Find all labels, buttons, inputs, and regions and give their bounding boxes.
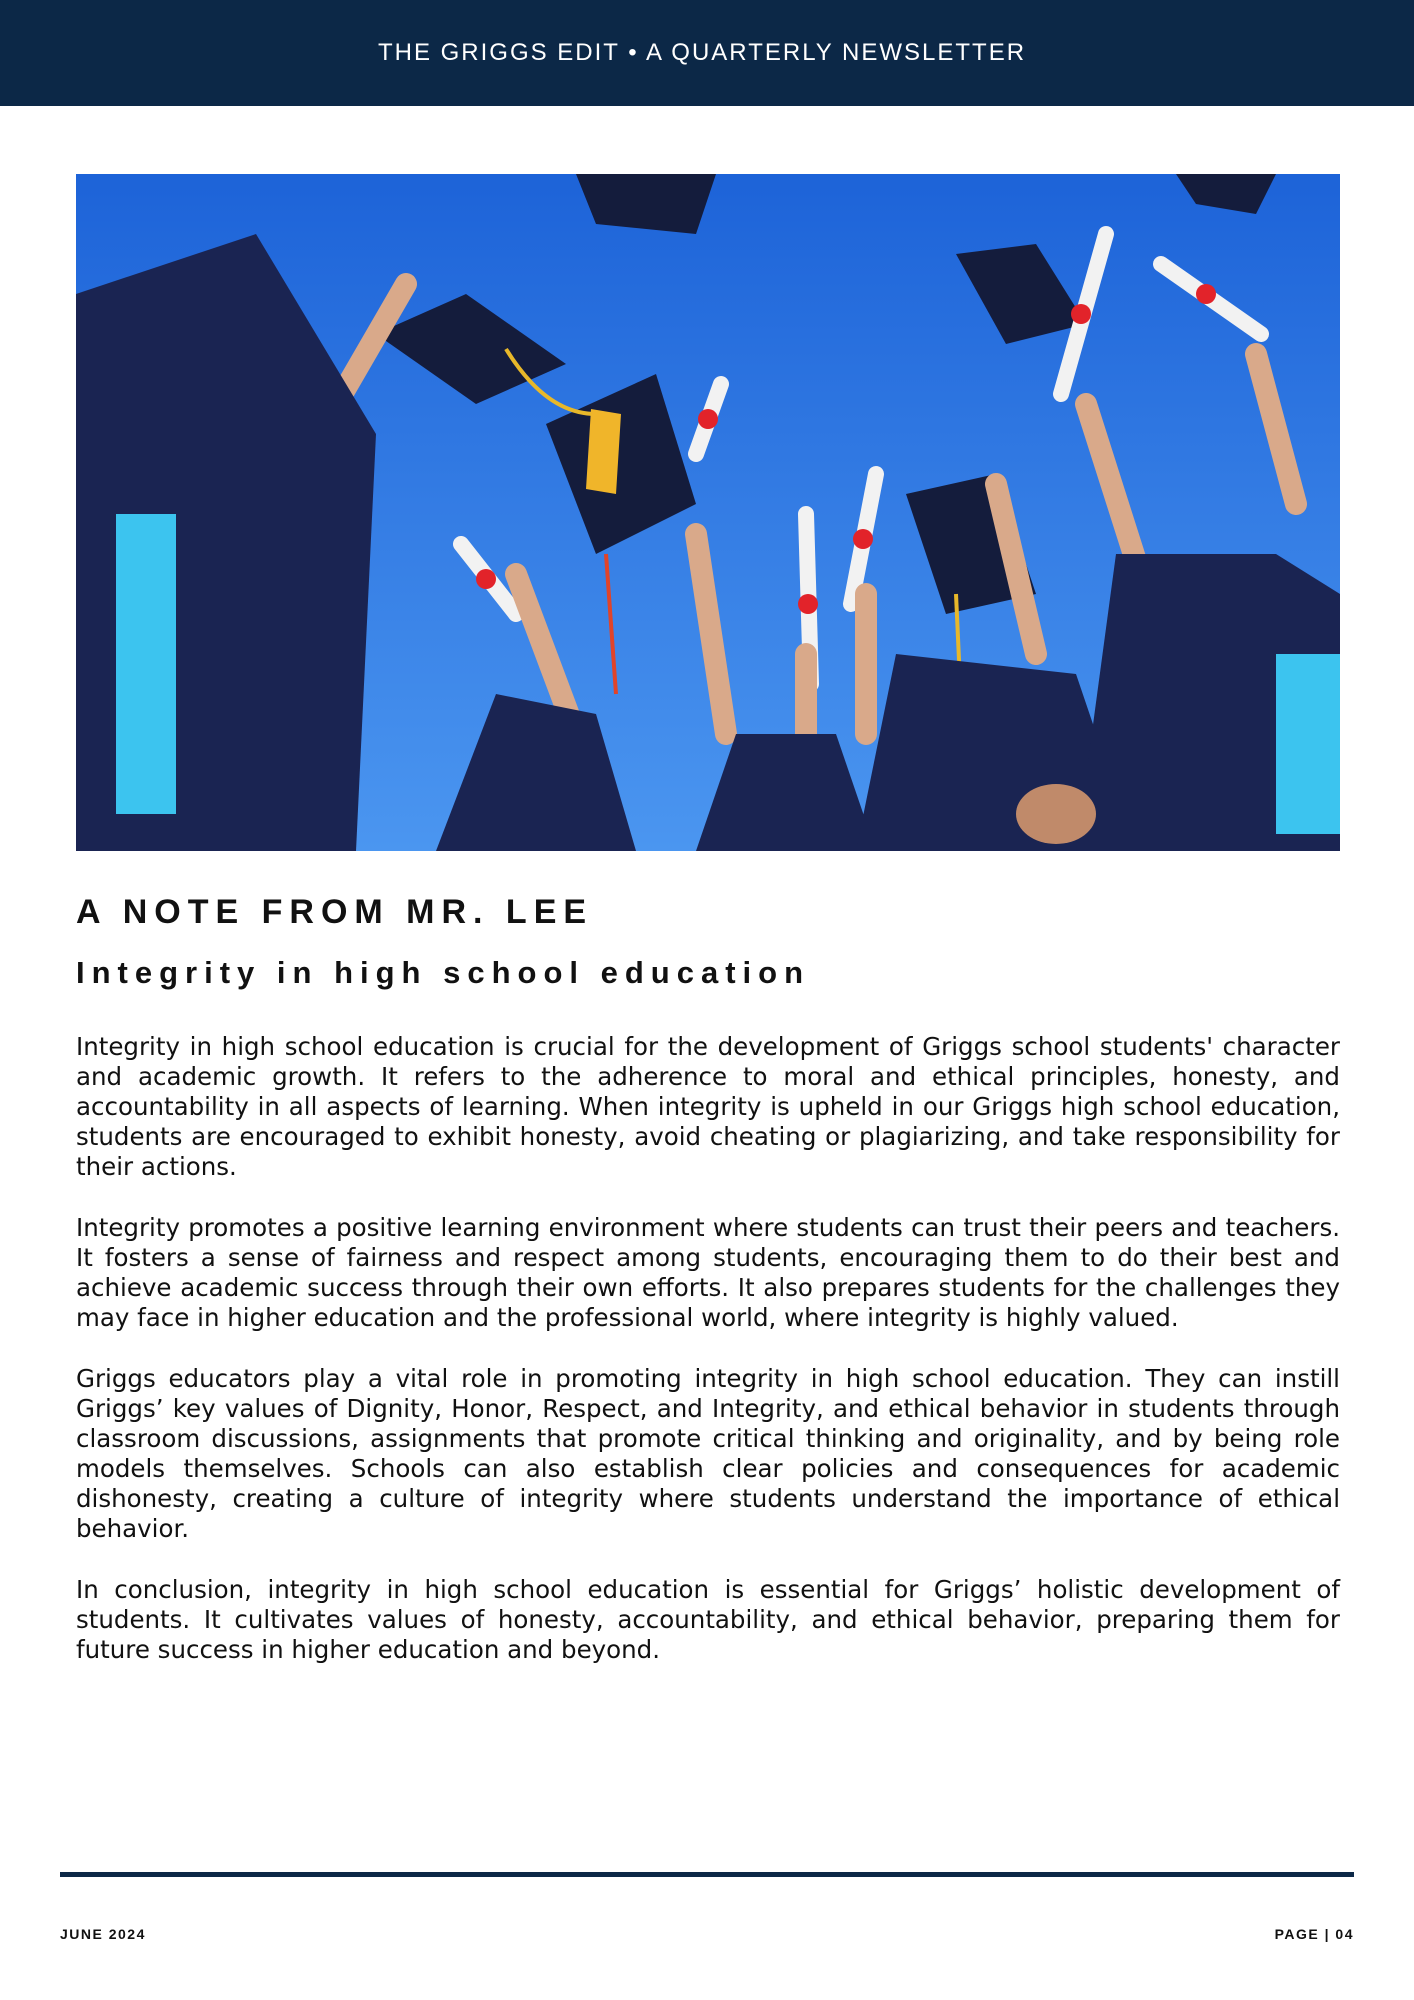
article-paragraph: Griggs educators play a vital role in promoting integrity in high school education. They can instill Griggs’ key values of Dignity, Honor, Respect, and Integrity, and ethical behavior in students through classroom discussions, assignments that promote critical thinking and originality, and by being role models themselves. Schools can also establish clear policies and consequences for academic dishonesty, creating a culture of integrity where students understand the importance of ethical behavior.: [76, 1364, 1340, 1543]
article-paragraph: Integrity in high school education is crucial for the development of Griggs school students' character and academic growth. It refers to the adherence to moral and ethical principles, honesty, and accountability in all aspects of learning. When integrity is upheld in our Griggs high school education, students are encouraged to exhibit honesty, avoid cheating or plagiarizing, and take responsibility for their actions.: [76, 1032, 1340, 1181]
article-subheading: Integrity in high school education: [76, 955, 811, 990]
hero-image: [76, 174, 1340, 851]
article-paragraph: In conclusion, integrity in high school education is essential for Griggs’ holistic development of students. It cultivates values of honesty, accountability, and ethical behavior, preparing them for future success in higher education and beyond.: [76, 1575, 1340, 1664]
newsletter-header-bar: [0, 0, 1414, 106]
page-number: PAGE | 04: [1274, 1926, 1354, 1942]
article-body: [76, 1032, 1340, 1696]
footer-divider: [60, 1872, 1354, 1877]
article-heading: A NOTE FROM MR. LEE: [76, 893, 594, 931]
graduation-photo-illustration: [76, 174, 1340, 851]
article-paragraph: Integrity promotes a positive learning environment where students can trust their peers and teachers. It fosters a sense of fairness and respect among students, encouraging them to do their best and achieve academic success through their own efforts. It also prepares students for the challenges they may face in higher education and the professional world, where integrity is highly valued.: [76, 1213, 1340, 1332]
newsletter-title: THE GRIGGS EDIT • A QUARTERLY NEWSLETTER: [377, 39, 1027, 66]
footer-date: JUNE 2024: [60, 1926, 146, 1942]
